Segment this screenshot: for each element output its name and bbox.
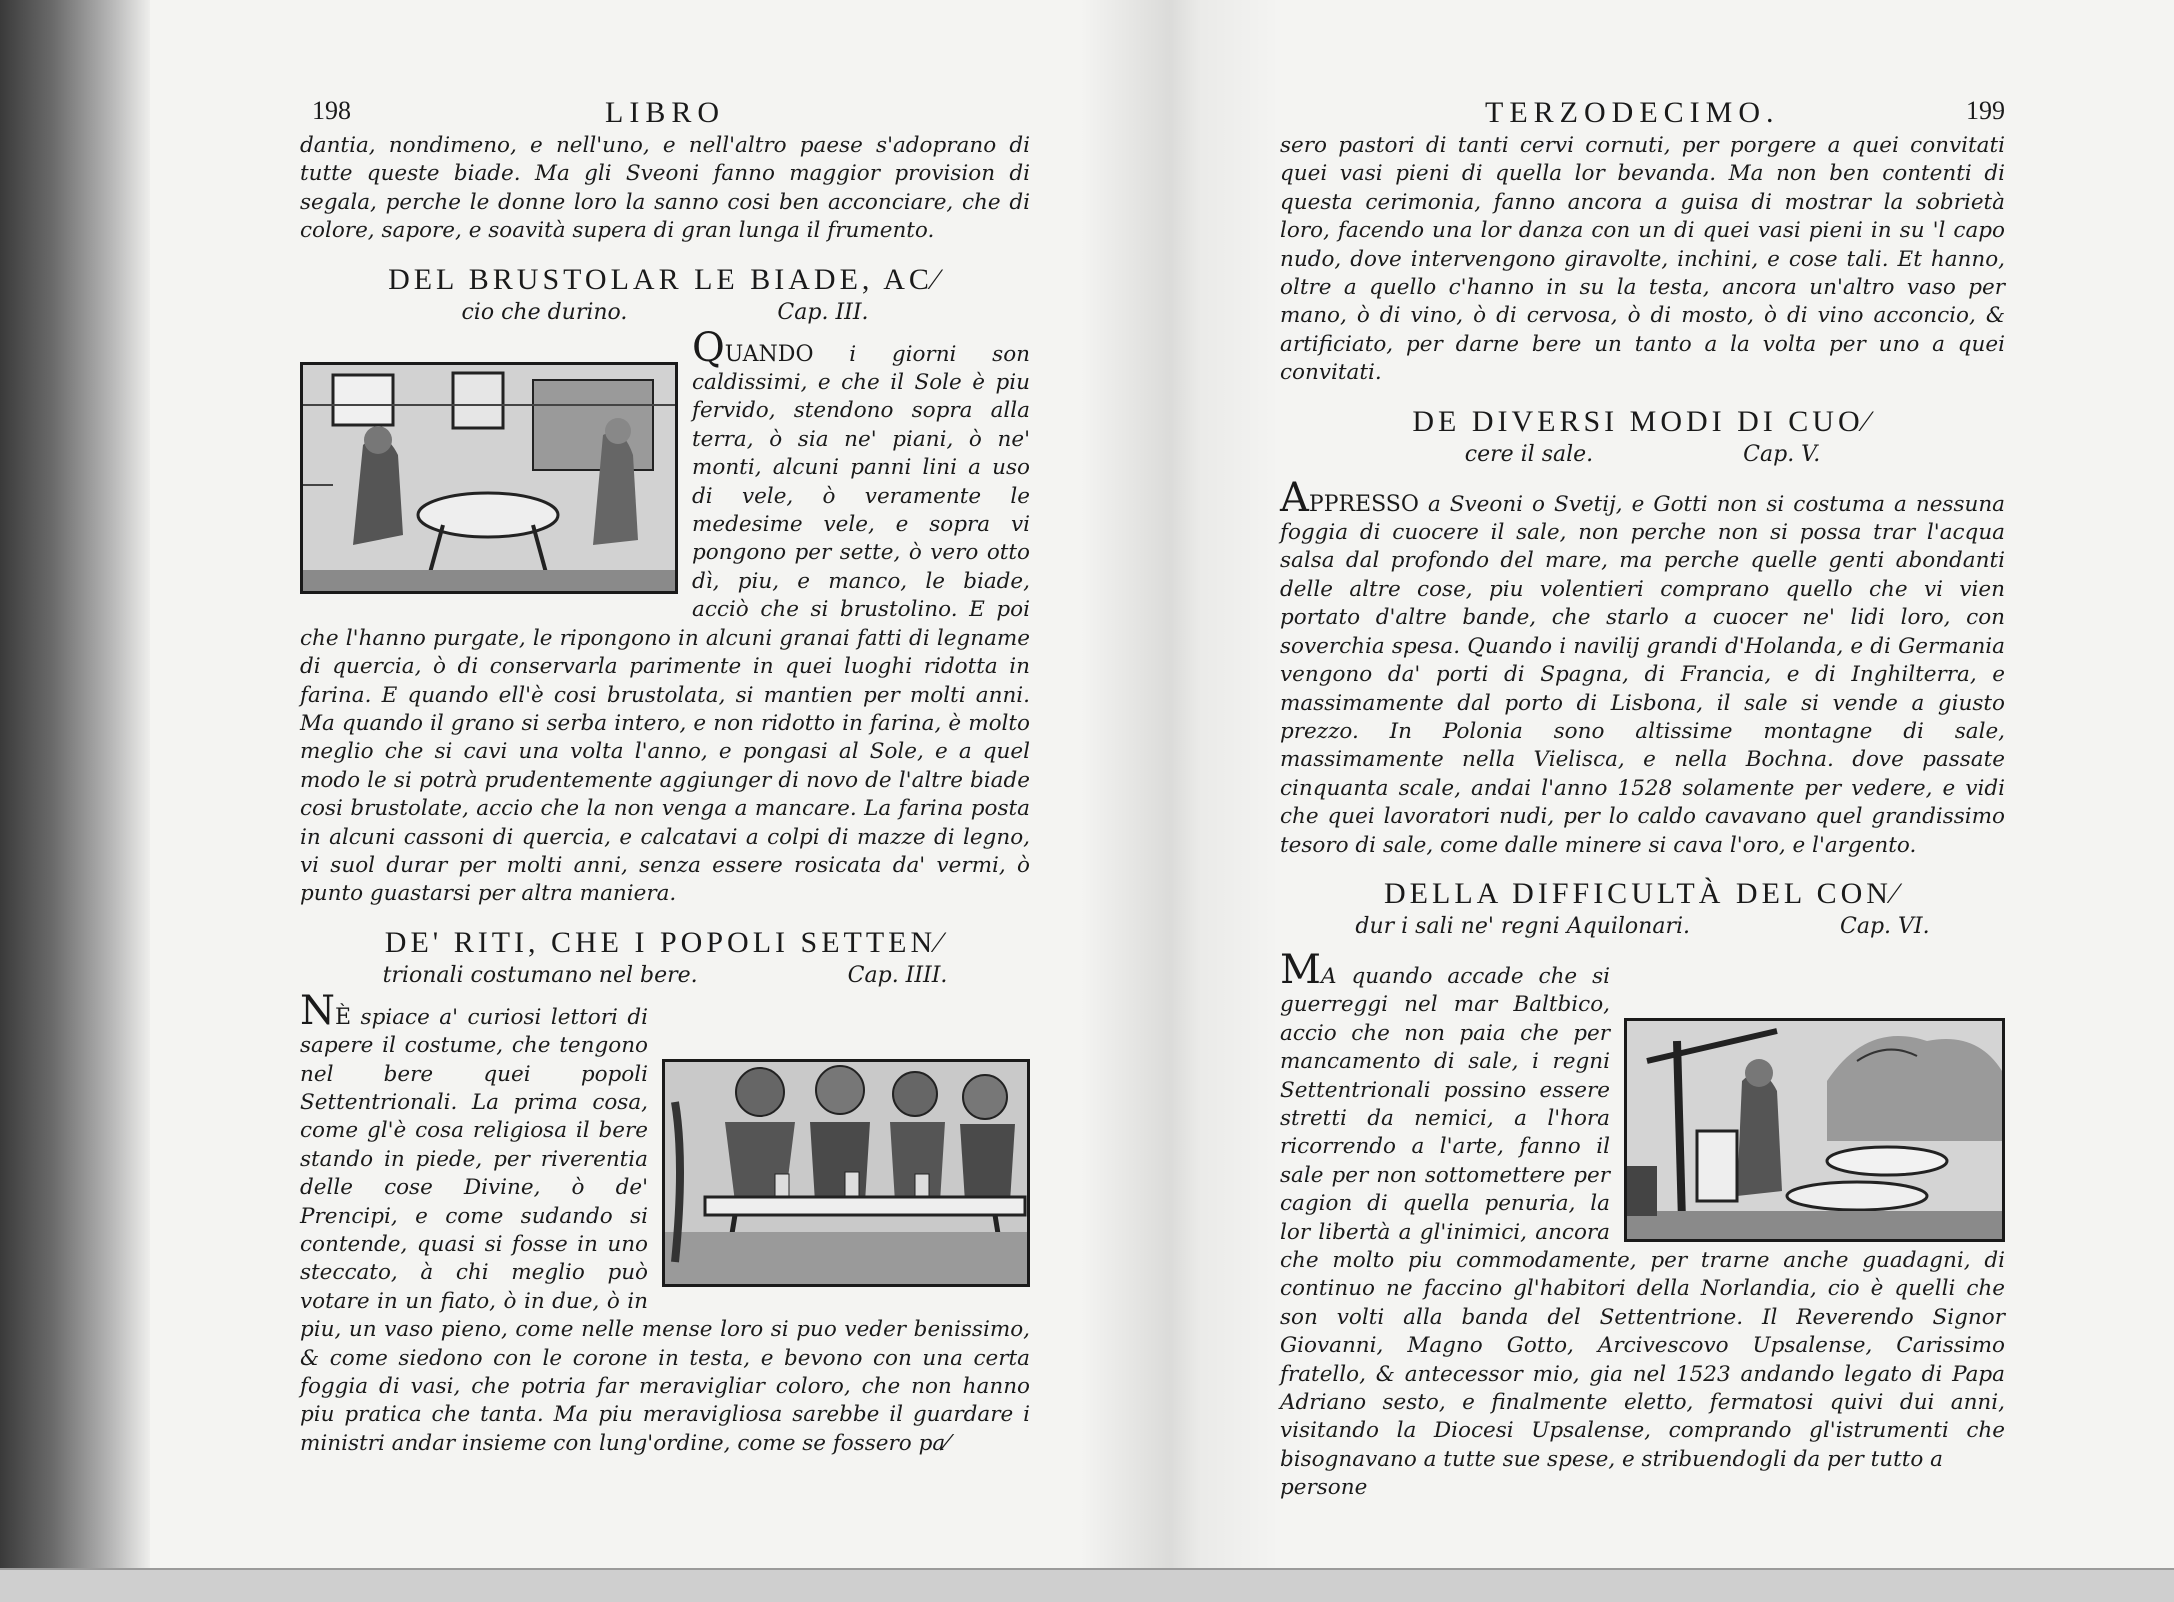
chapter-5-smallcaps: PPRESSO bbox=[1308, 491, 1419, 517]
chapter-3-subtitle: cio che durino. bbox=[461, 299, 628, 325]
chapter-5-heading bbox=[1280, 404, 2005, 470]
chapter-6-dropcap: M bbox=[1280, 946, 1321, 993]
right-page bbox=[1280, 0, 2005, 1560]
chapter-5-cap: Cap. V. bbox=[1743, 441, 1821, 467]
right-running-head bbox=[1280, 96, 2005, 136]
chapter-6-title: DELLA DIFFICULTÀ DEL CON⁄ bbox=[1384, 876, 1901, 910]
right-page-number: 199 bbox=[1966, 96, 2005, 125]
chapter-3-dropcap: Q bbox=[692, 324, 725, 371]
chapter-5-title: DE DIVERSI MODI DI CUO⁄ bbox=[1412, 404, 1873, 438]
woodcut-drinking-feast bbox=[662, 1059, 1030, 1287]
chapter-4-cap: Cap. IIII. bbox=[847, 962, 948, 988]
chapter-6-subtitle: dur i sali ne' regni Aquilonari. bbox=[1355, 913, 1690, 939]
center-fold bbox=[1080, 0, 1280, 1575]
woodcut-drinking-feast-drawing bbox=[665, 1062, 1027, 1284]
chapter-5-text bbox=[1280, 474, 2005, 860]
left-page-number: 198 bbox=[312, 96, 351, 125]
chapter-3-cap: Cap. III. bbox=[777, 299, 869, 325]
chapter-4-dropcap: N bbox=[300, 987, 335, 1034]
left-head-title: LIBRO bbox=[605, 96, 725, 129]
right-intro-text: sero pastori di tanti cervi cornuti, per porgere a quei convitati quei vasi pieni di quella lor bevanda. Ma non ben contenti di questa cerimonia, fanno ancora a guisa di mostrar la sobrietà loro, facendo una lor danza con un di quei vasi pieni in su 'l capo nudo, dove intervengono giravolte, inchini, e cose tali. Et hanno, oltre a quello c'hanno in su la testa, ancora un'altro vaso per mano, ò di vino, ò di cervosa, ò di mosto, ò di vino acconcio, & artificiato, per darne bere un tanto a la volta per uno a quei convitati. bbox=[1280, 133, 2005, 386]
woodcut-drying-grain bbox=[300, 362, 678, 594]
right-catchword: persone bbox=[1280, 1475, 1368, 1501]
chapter-4-text bbox=[300, 987, 1030, 1459]
left-gutter-shadow bbox=[0, 0, 150, 1575]
woodcut-salt-making-drawing bbox=[1627, 1021, 2002, 1239]
chapter-3-subtitle-line bbox=[300, 298, 1030, 328]
chapter-6-heading bbox=[1280, 876, 2005, 942]
chapter-3-smallcaps: UANDO bbox=[724, 341, 814, 367]
chapter-5-dropcap: A bbox=[1280, 474, 1309, 521]
chapter-3-text bbox=[300, 324, 1030, 909]
right-head-title: TERZODECIMO. bbox=[1485, 96, 1780, 129]
left-page bbox=[300, 0, 1030, 1560]
left-intro-text: dantia, nondimeno, e nell'uno, e nell'altro paese s'adoprano di tutte queste biade. Ma gli Sveoni fanno maggior provision di segala, perche le donne loro la sanno cosi ben acconciare, che di colore, sapore, e soavità supera di gran lunga il frumento. bbox=[300, 133, 1030, 244]
woodcut-salt-making bbox=[1624, 1018, 2005, 1242]
woodcut-drying-grain-drawing bbox=[303, 365, 675, 591]
chapter-6-body: A quando accade che si guerreggi nel mar Baltbico, accio che non paia che per mancamento di sale, i regni Settentrionali possino essere stretti da nemici, a l'hora ricorrendo a l'arte, fanno il sale per non sottomettere per cagion di quella penuria, la lor libertà a gl'inimici, ancora che molto piu commodamente, per trarne anche guadagni, di continuo ne faccino gl'habitori della Norlandia, cio è quelli che son volti alla banda del Settentrione. Il Reverendo Signor Giovanni, Magno Gotto, Arcivescovo Upsalense, Carissimo fratello, & antecessor mio, gia nel 1523 andando legato di Papa Adriano sesto, e finalmente eletto, fermatosi quivi dui anni, visitando la Diocesi Upsalense, comprando gl'istrumenti che bisognavano a tutte sue spese, e stribuendogli da per tutto a bbox=[1280, 963, 2005, 1472]
chapter-4-subtitle-line bbox=[300, 961, 1030, 991]
bottom-page-edge bbox=[0, 1568, 2174, 1602]
chapter-3-body: i giorni son caldissimi, e che il Sole è piu fervido, stendono sopra alla terra, ò sia ne' piani, ò ne' monti, alcuni panni lini a uso di vele, ò veramente le medesime vele, e sopra vi pongono per sette, ò vero otto dì, piu, e manco, le biade, acciò che si brustolino. E poi che l'hanno purgate, le ripongono in alcuni granai fatti di legname di quercia, ò di conservarla parimente in quei luoghi ridotta in farina. E quando ell'è cosi brustolata, si mantien per molti anni. Ma quando il grano si serba intero, e non ridotto in farina, è molto meglio che si cavi una volta l'anno, e pongasi al Sole, e a quel modo le si potrà prudentemente aggiunger di novo de l'altre biade cosi brustolate, accio che la non venga a mancare. La farina posta in alcuni cassoni di quercia, e calcatavi a colpi di mazze di legno, vi suol durar per molti anni, senza essere rosicata da' vermi, ò punto guastarsi per altra maniera. bbox=[300, 341, 1030, 907]
chapter-4-subtitle: trionali costumano nel bere. bbox=[382, 962, 698, 988]
chapter-3-title: DEL BRUSTOLAR LE BIADE, AC⁄ bbox=[388, 262, 942, 296]
chapter-3-heading bbox=[300, 262, 1030, 328]
chapter-5-subtitle: cere il sale. bbox=[1464, 441, 1594, 467]
left-running-head bbox=[300, 96, 1030, 136]
chapter-5-subtitle-line bbox=[1280, 440, 2005, 470]
chapter-6-subtitle-line bbox=[1280, 912, 2005, 942]
chapter-4-heading bbox=[300, 925, 1030, 991]
chapter-4-smallcaps: È bbox=[335, 1004, 352, 1030]
chapter-5-body: a Sveoni o Svetij, e Gotti non si costuma a nessuna foggia di cuocere il sale, non perche non si possa trar l'acqua salsa dal profondo del mare, ma perche quelle genti abondanti delle altre cose, piu volentieri comprano quello che vi vien portato d'altre bande, che starlo a cuocer ne' lidi loro, con soverchia spesa. Quando i navilij grandi d'Holanda, e di Germania vengono da' porti di Spagna, di Francia, e di Inghilterra, e massimamente dal porto di Lisbona, il sale si vende a giusto prezzo. In Polonia sono altissime montagne di sale, massimamente nella Vielisca, e nella Bochna. dove passate cinquanta scale, andai l'anno 1528 solamente per vedere, e vidi che quei lavoratori nudi, per lo caldo cavavano quel grandissimo tesoro di sale, come dalle minere si cava l'oro, e l'argento. bbox=[1280, 491, 2005, 858]
chapter-4-title: DE' RITI, CHE I POPOLI SETTEN⁄ bbox=[384, 925, 946, 959]
right-body bbox=[1280, 132, 2005, 1503]
chapter-6-cap: Cap. VI. bbox=[1840, 913, 1930, 939]
left-body bbox=[300, 132, 1030, 1458]
chapter-6-text bbox=[1280, 946, 2005, 1474]
chapter-4-body: spiace a' curiosi lettori di sapere il costume, che tengono nel bere quei popoli Settentrionali. La prima cosa, come gl'è cosa religiosa il bere stando in piede, per riverentia delle cose Divine, ò de' Prencipi, e come sudando si contende, quasi si fosse in uno steccato, à chi meglio può votare in un fiato, ò in due, ò in piu, un vaso pieno, come nelle mense loro si puo veder benissimo, & come siedono con le corone in testa, e bevono con una certa foggia di vasi, che potria far meravigliar coloro, che non hanno piu pratica che tanta. Ma piu meravigliosa sarebbe il guardare i ministri andar insieme con lung'ordine, come se fossero pa⁄ bbox=[300, 1004, 1030, 1456]
